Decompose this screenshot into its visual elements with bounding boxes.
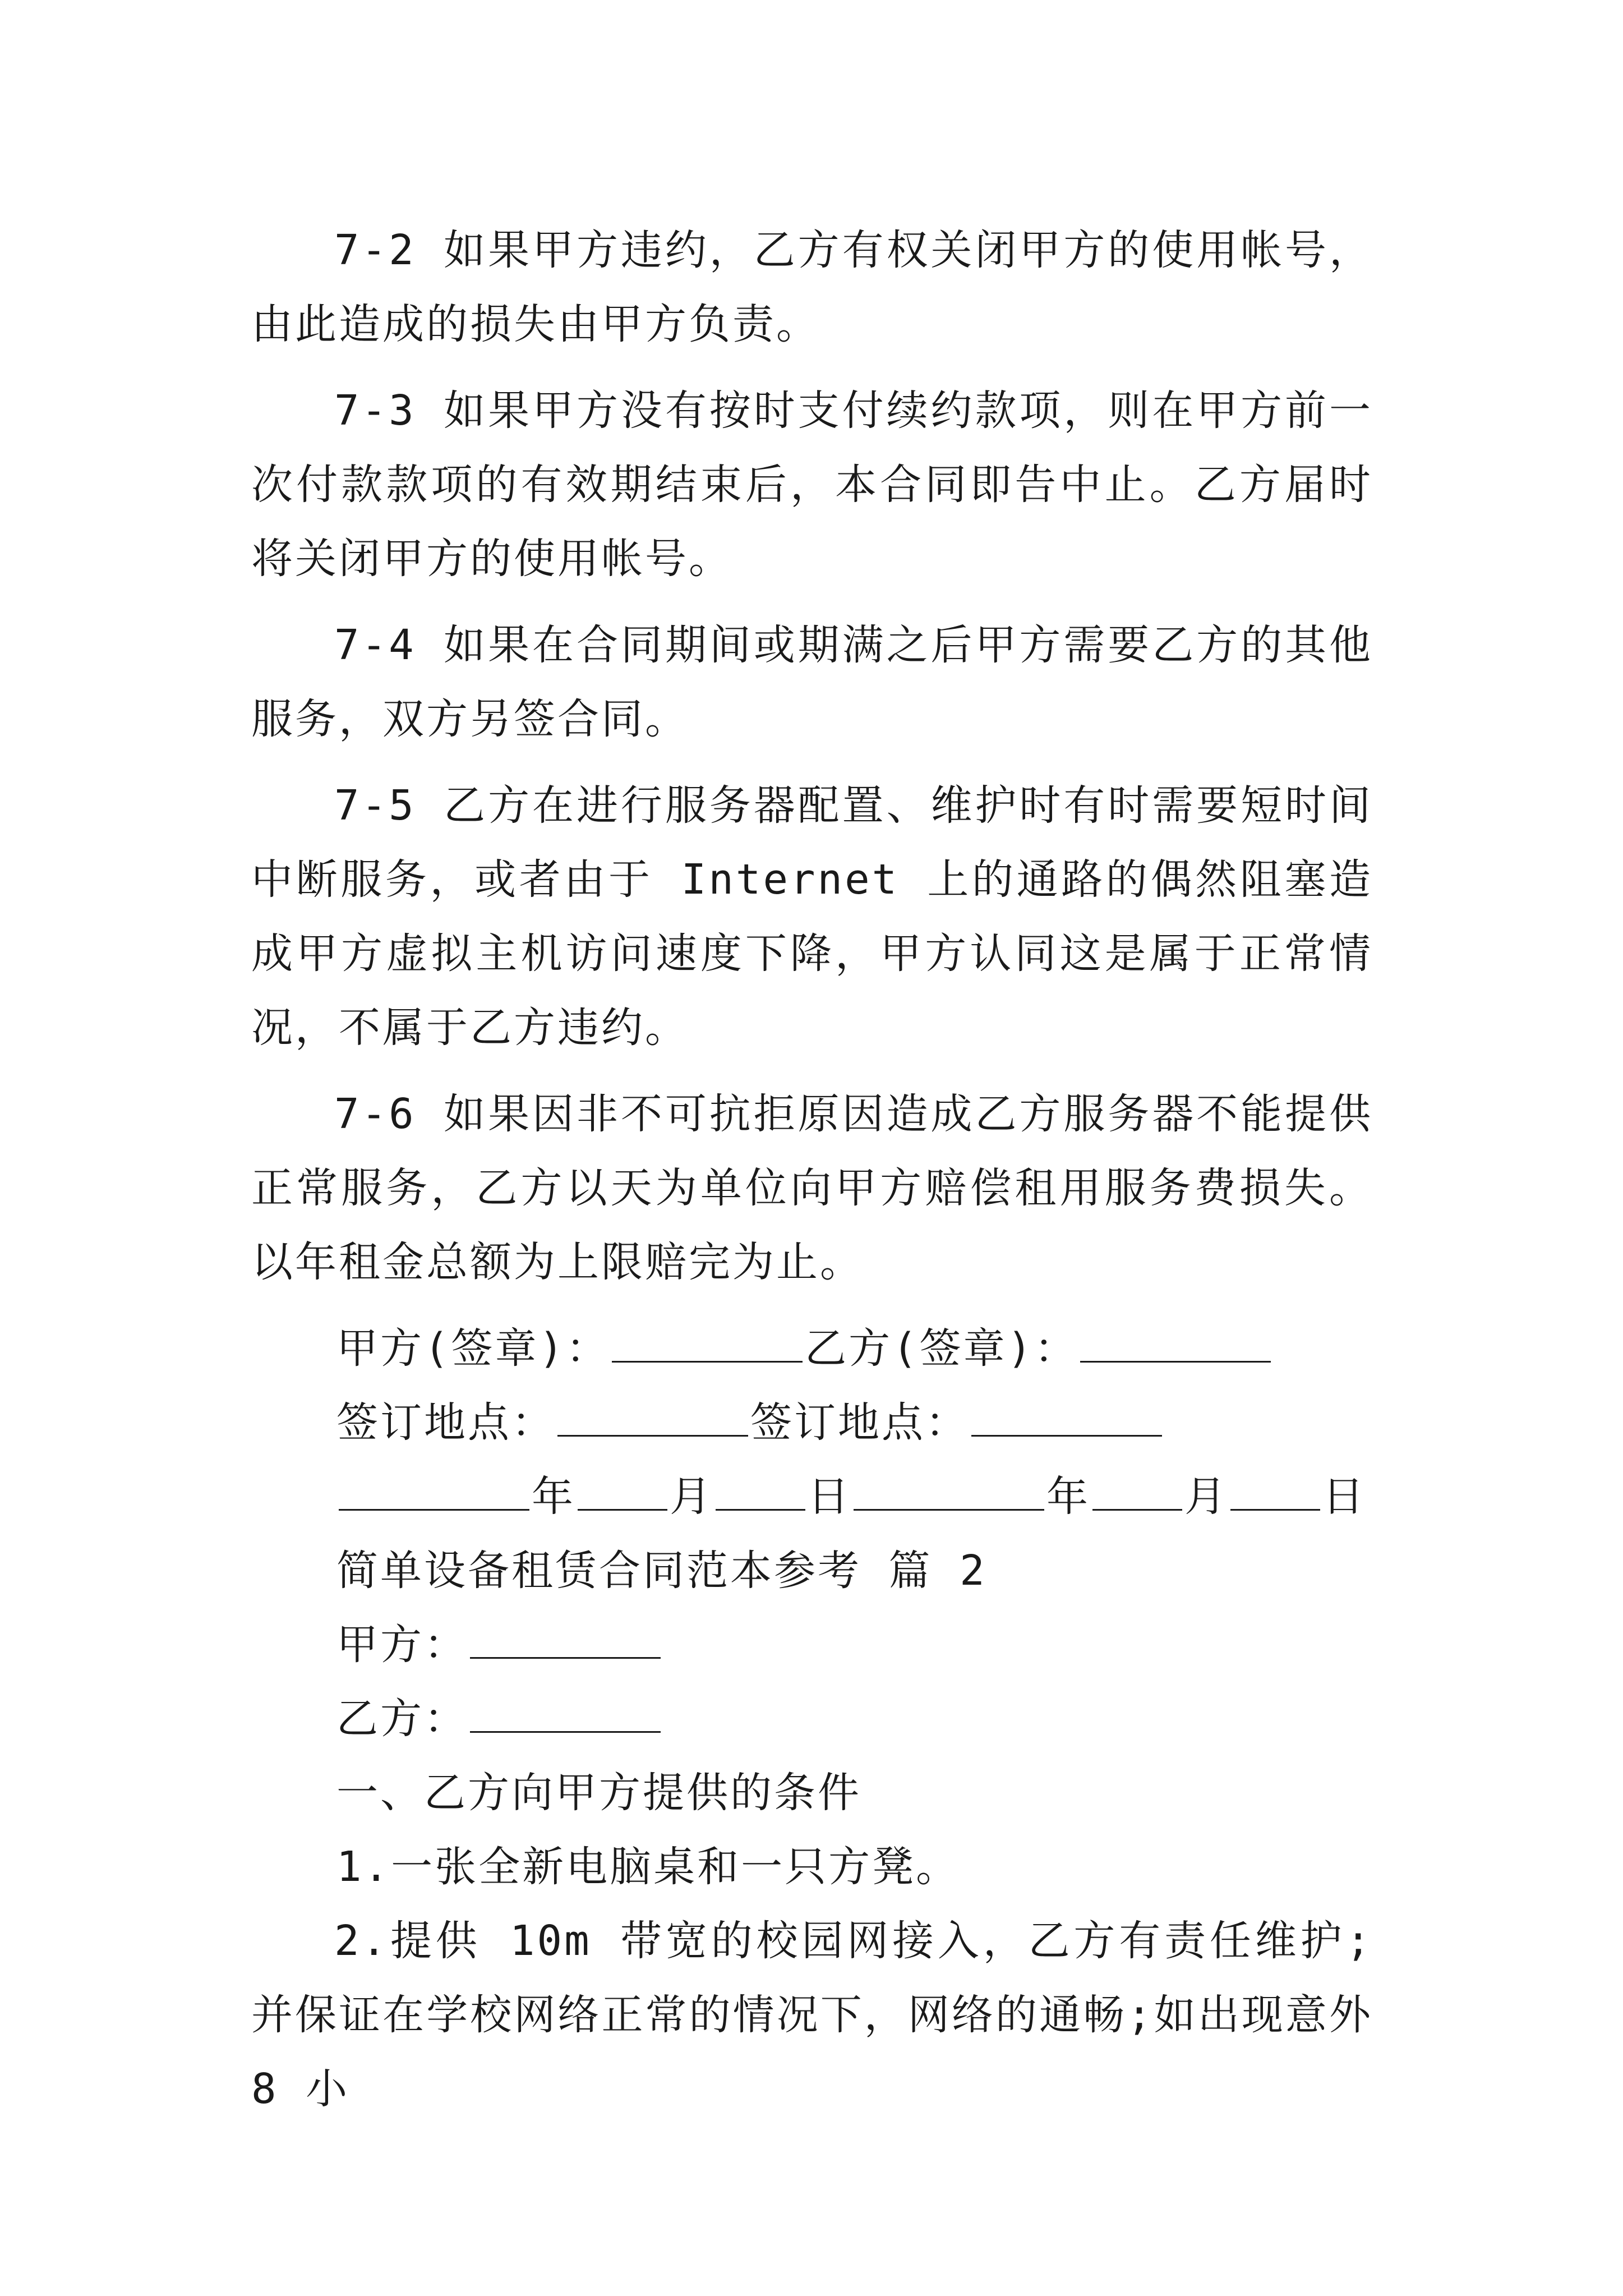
day-label: 日 xyxy=(808,1473,851,1521)
clause-7-6: 7-6 如果因非不可抗拒原因造成乙方服务器不能提供正常服务，乙方以天为单位向甲方赔偿租用服务费损失。以年租金总额为上限赔完为止。 xyxy=(251,1090,1373,1286)
party-a-signature-blank xyxy=(612,1327,803,1363)
month-label: 月 xyxy=(1184,1473,1228,1521)
party-a-blank xyxy=(470,1623,661,1659)
party-b-row xyxy=(336,1682,1373,1756)
party-a-month-blank xyxy=(578,1475,667,1511)
item-2: 2.提供 10m 带宽的校园网接入，乙方有责任维护;并保证在学校网络正常的情况下，网络的通畅;如出现意外 8 小 xyxy=(251,1917,1373,2113)
clause-7-2: 7-2 如果甲方违约，乙方有权关闭甲方的使用帐号，由此造成的损失由甲方负责。 xyxy=(251,226,1373,348)
party-a-place-blank xyxy=(557,1401,748,1437)
party-a-day-blank xyxy=(716,1475,805,1511)
party-b-place-blank xyxy=(971,1401,1162,1437)
date-row xyxy=(336,1460,1373,1534)
party-b-signature-label: 乙方(签章)： xyxy=(805,1324,1078,1373)
month-label: 月 xyxy=(670,1473,713,1521)
party-b-place-label: 签订地点： xyxy=(750,1398,969,1447)
party-b-day-blank xyxy=(1230,1475,1320,1511)
item-1: 1.一张全新电脑桌和一只方凳。 xyxy=(336,1843,960,1891)
party-b-signature-blank xyxy=(1080,1327,1271,1363)
party-a-place-label: 签订地点： xyxy=(336,1398,555,1447)
party-b-label: 乙方： xyxy=(336,1695,468,1743)
document-body xyxy=(251,213,1373,2138)
party-b-year-blank xyxy=(854,1475,1044,1511)
clause-7-3: 7-3 如果甲方没有按时支付续约款项，则在甲方前一次付款款项的有效期结束后，本合同即告中止。乙方届时将关闭甲方的使用帐号。 xyxy=(251,386,1373,583)
party-a-signature-label: 甲方(签章)： xyxy=(336,1324,610,1373)
party-b-blank xyxy=(470,1697,661,1733)
year-label: 年 xyxy=(1046,1473,1090,1521)
party-a-year-blank xyxy=(339,1475,529,1511)
clause-7-4: 7-4 如果在合同期间或期满之后甲方需要乙方的其他服务，双方另签合同。 xyxy=(251,621,1373,743)
party-a-label: 甲方： xyxy=(336,1621,468,1669)
year-label: 年 xyxy=(532,1473,575,1521)
party-a-row xyxy=(336,1608,1373,1682)
party-b-month-blank xyxy=(1092,1475,1182,1511)
signing-place-row xyxy=(336,1386,1373,1460)
section-title: 简单设备租赁合同范本参考 篇 2 xyxy=(336,1547,987,1595)
section-heading-1: 一、乙方向甲方提供的条件 xyxy=(336,1769,861,1817)
clause-7-5: 7-5 乙方在进行服务器配置、维护时有时需要短时间中断服务，或者由于 Internet 上的通路的偶然阻塞造成甲方虚拟主机访问速度下降，甲方认同这是属于正常情况，不属于乙方违约。 xyxy=(251,781,1373,1052)
day-label: 日 xyxy=(1322,1473,1366,1521)
signature-row xyxy=(336,1312,1373,1386)
